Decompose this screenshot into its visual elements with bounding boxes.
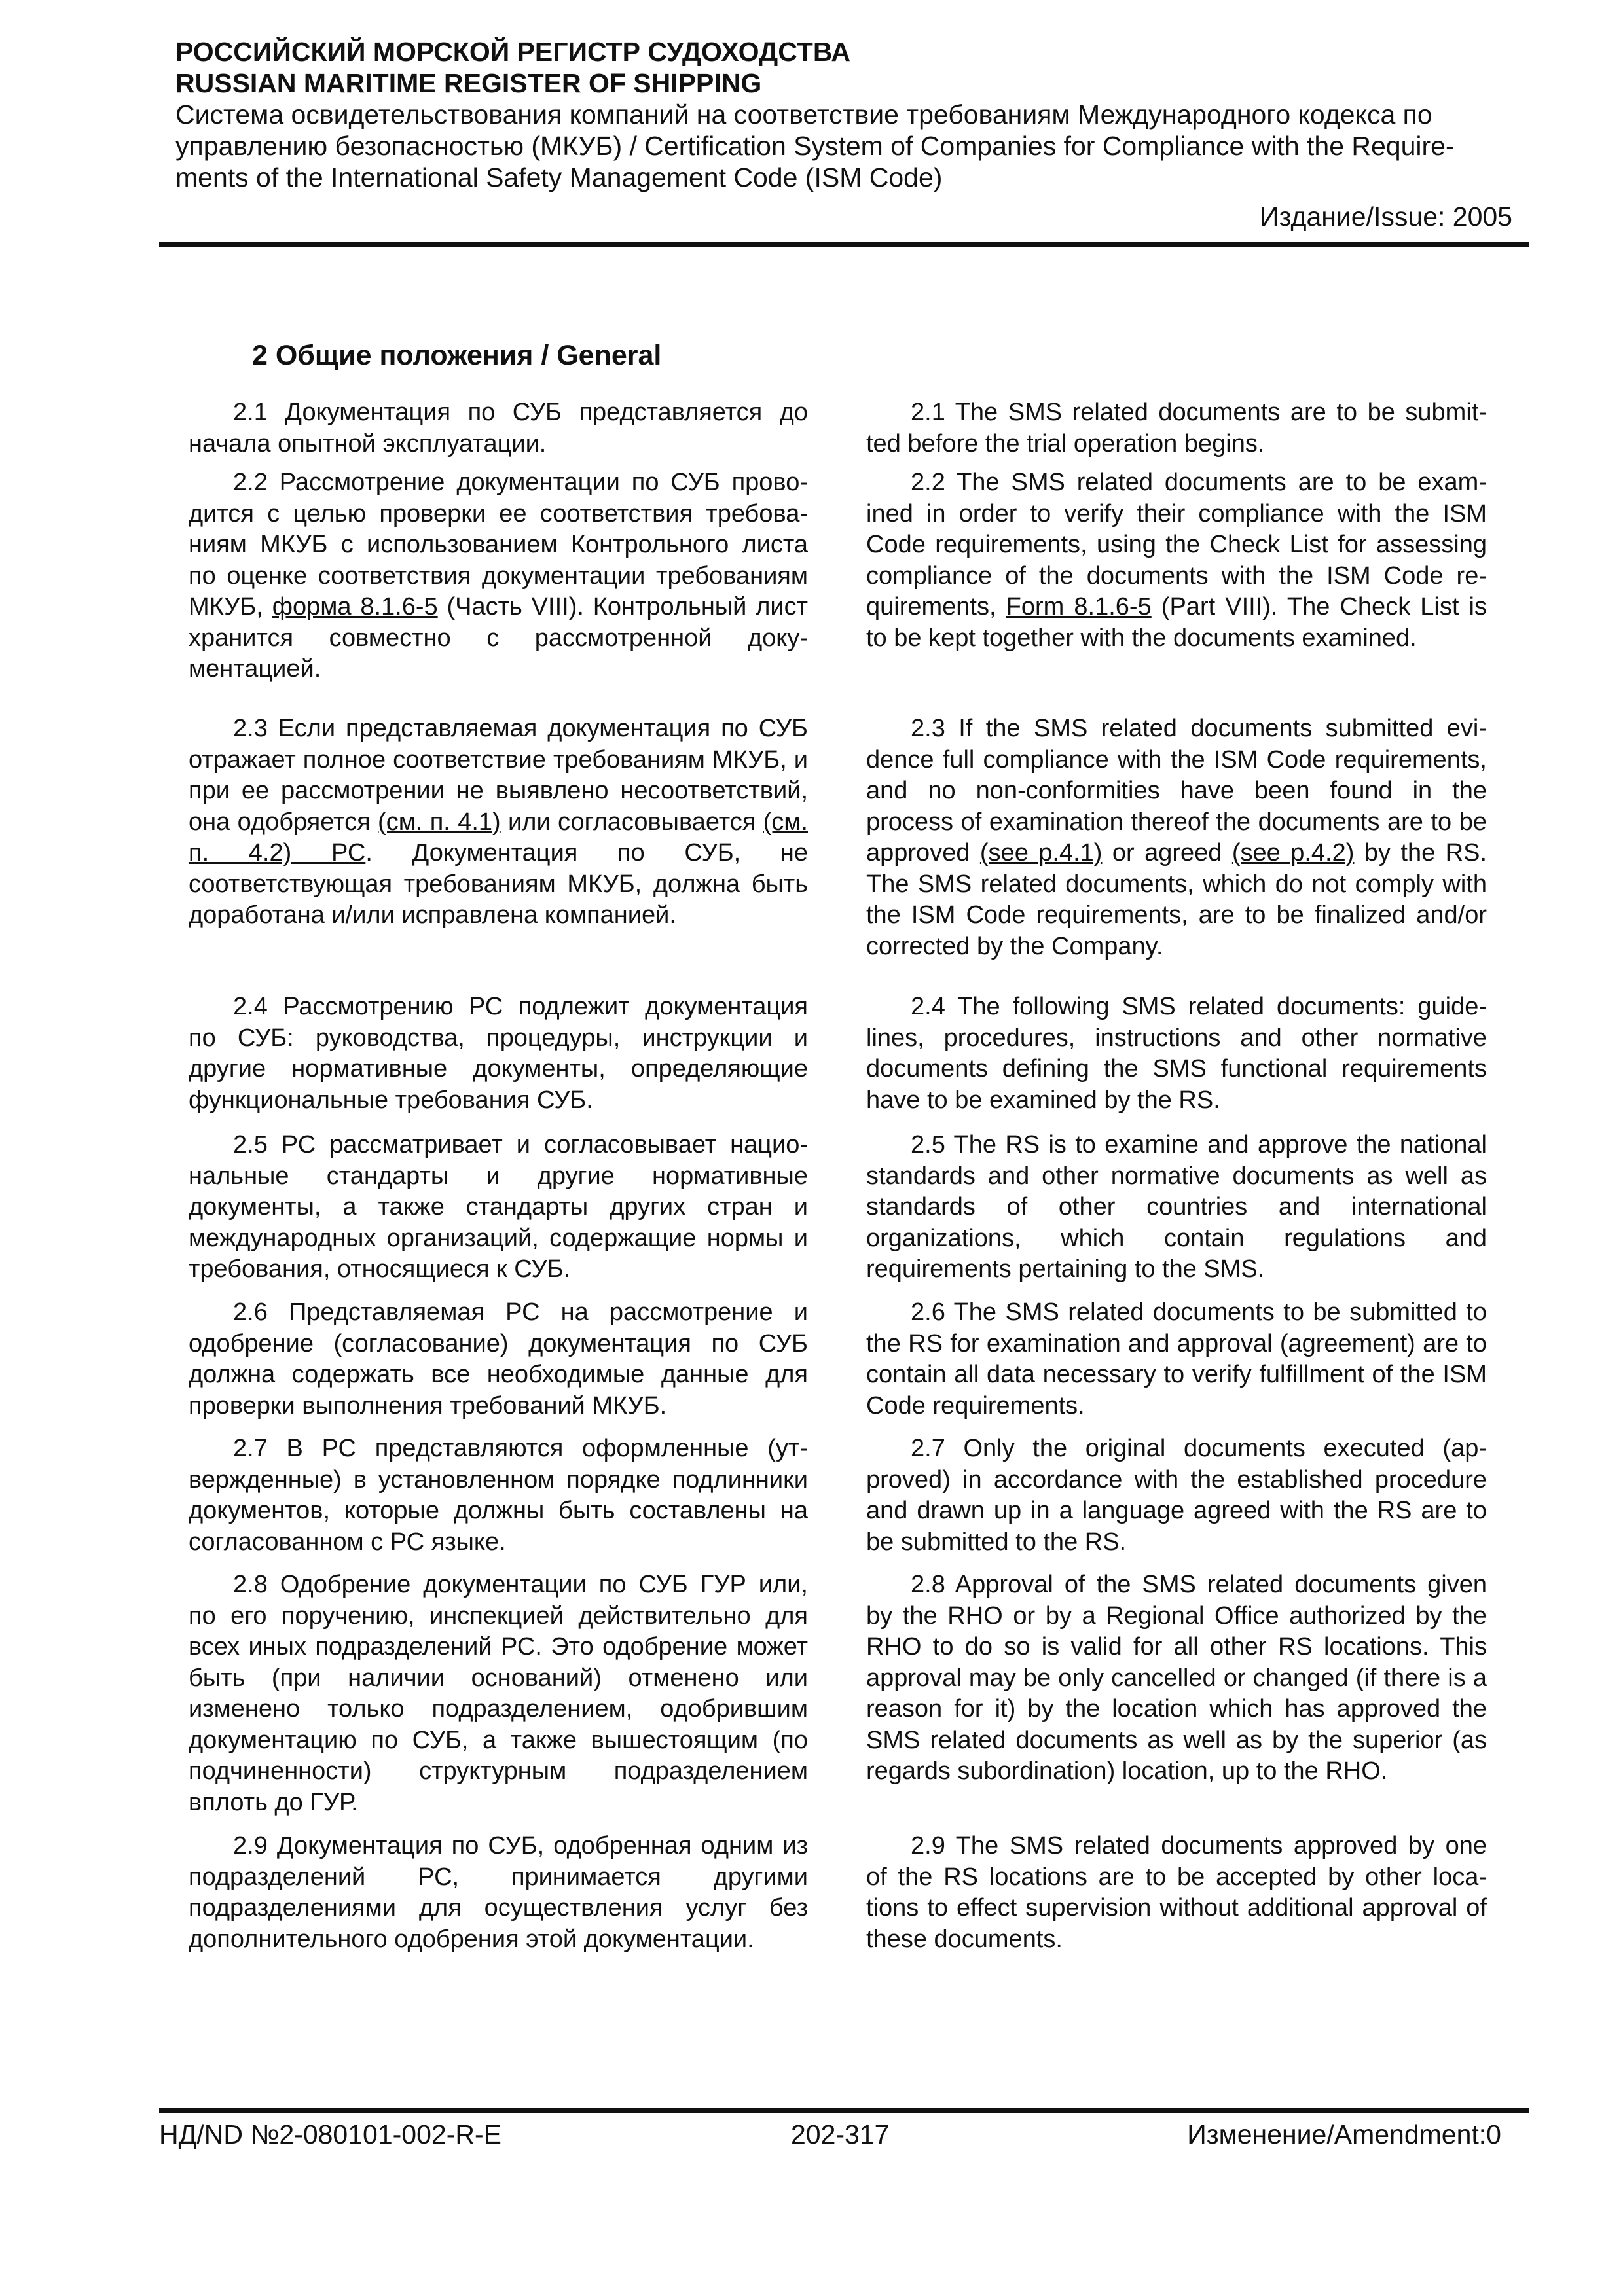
paragraph-2-5-en: 2.5 The RS is to examine and approve the national standards and other normative documents as well as standards of other countries and international organizations, which contain regulations and requirements pertaining to the SMS. (866, 1131, 1487, 1283)
system-description-line: ments of the International Safety Management Code (ISM Code) (175, 162, 943, 192)
paragraph-2-6-en: 2.6 The SMS related documents to be submitted to the RS for examination and approval (agreement) are to contain all data necessary to verify fulfillment of the ISM Code requirements. (866, 1299, 1487, 1420)
paragraph-2-8-ru: 2.8 Одобрение документации по СУБ ГУР или, по его поручению, инспекцией действительно для всех иных подразделений РС. Это одобрение может быть (при наличии оснований) отменено или изменено только подразделением, одобрившим документацию по СУБ, а также вышестоящим (по подчиненности) структурным подразделением вплоть до ГУР. (189, 1571, 808, 1816)
section-4-1-link[interactable]: (см. п. 4.1) (378, 808, 501, 836)
organization-name-ru: РОССИЙСКИЙ МОРСКОЙ РЕГИСТР СУДОХОДСТВА (175, 37, 851, 67)
paragraph-2-1-ru: 2.1 Документация по СУБ представляется до начала опытной эксплуатации. (189, 399, 808, 457)
section-4-2-link[interactable]: (see p.4.2) (1231, 839, 1355, 867)
paragraph-2-8-en: 2.8 Approval of the SMS related documents given by the RHO or by a Regional Office authorized by the RHO to do so is valid for all other RS locations. This approval may be only cancelled or changed (if there is a reason for it) by the location which has approved the SMS related documents as well as by the superior (as regards subordination) location, up to the RHO. (866, 1571, 1487, 1785)
issue-label: Издание/Issue: 2005 (1260, 202, 1512, 232)
system-description-line: управлению безопасностью (МКУБ) / Certification System of Companies for Compliance with the Require- (175, 131, 1455, 161)
form-link[interactable]: Form 8.1.6-5 (1006, 593, 1152, 620)
section-4-1-link[interactable]: (see p.4.1) (979, 839, 1103, 867)
organization-name-en: RUSSIAN MARITIME REGISTER OF SHIPPING (175, 68, 762, 98)
paragraph-2-3-ru: 2.3 Если представляемая документация по СУБ отражает полное соответствие требованиям МКУБ, и при ее рассмотрении не выявлено несоответствий, она одобряется (см. п. 4.1) или согласовывается (см. п. 4.2) РС. Документация по СУБ, не соответствующая требованиям МКУБ, должна быть доработана и/или исправлена компанией. (189, 715, 809, 929)
document-number: НД/ND №2-080101-002-R-E (159, 2119, 501, 2149)
paragraph-2-9-ru: 2.9 Документация по СУБ, одобренная одним из подразделений РС, принимается другими подразделениями для осуществления услуг без дополнительного одобрения этой документации. (189, 1832, 808, 1953)
paragraph-2-9-en: 2.9 The SMS related documents approved by one of the RS locations are to be accepted by other locations to effect supervision without additional approval of these documents. (866, 1832, 1487, 1953)
section-title: 2 Общие положения / General (252, 340, 662, 371)
system-description-line: Система освидетельствования компаний на соответствие требованиям Международного кодекса по (175, 99, 1432, 130)
page-number: 202-317 (791, 2119, 890, 2149)
paragraph-2-6-ru: 2.6 Представляемая РС на рассмотрение и одобрение (согласование) документация по СУБ должна содержать все необходимые данные для проверки выполнения требований МКУБ. (189, 1299, 808, 1420)
amendment-label: Изменение/Amendment:0 (1187, 2119, 1501, 2149)
paragraph-2-5-ru: 2.5 РС рассматривает и согласовывает национальные стандарты и другие нормативные документы, а также стандарты других стран и международных организаций, содержащие нормы и требования, относящиеся к СУБ. (189, 1131, 808, 1283)
paragraph-2-2-en: 2.2 The SMS related documents are to be examined in order to verify their compliance with the ISM Code requirements, using the Check List for assessing compliance of the documents with the ISM Code requirements, Form 8.1.6-5 (Part VIII). The Check List is to be kept together with the documents examined. (866, 469, 1487, 652)
paragraph-2-4-ru: 2.4 Рассмотрению РС подлежит документация по СУБ: руководства, процедуры, инструкции и другие нормативные документы, определяющие функциональные требования СУБ. (189, 993, 808, 1114)
page-footer (159, 2119, 1501, 2151)
paragraph-2-1-en: 2.1 The SMS related documents are to be submitted before the trial operation begins. (866, 399, 1487, 457)
section-4-2-link[interactable]: (см. п. 4.2) РС (189, 808, 808, 867)
form-link[interactable]: форма 8.1.6-5 (272, 593, 438, 620)
paragraph-2-7-en: 2.7 Only the original documents executed (approved) in accordance with the established procedure and drawn up in a language agreed with the RS are to be submitted to the RS. (866, 1435, 1487, 1556)
page-header (175, 36, 1518, 232)
paragraph-2-2-ru: 2.2 Рассмотрение документации по СУБ проводится с целью проверки ее соответствия требованиям МКУБ с использованием Контрольного листа по оценке соответствия документации требованиям МКУБ, форма 8.1.6-5 (Часть VIII). Контрольный лист хранится совместно с рассмотренной документацией. (189, 469, 808, 683)
paragraph-2-7-ru: 2.7 В РС представляются оформленные (утвержденные) в установленном порядке подлинники документов, которые должны быть составлены на согласованном с РС языке. (189, 1435, 808, 1556)
header-divider (159, 242, 1529, 247)
footer-divider (159, 2108, 1529, 2113)
paragraph-2-4-en: 2.4 The following SMS related documents: guidelines, procedures, instructions and other normative documents defining the SMS functional requirements have to be examined by the RS. (866, 993, 1487, 1114)
paragraph-2-3-en: 2.3 If the SMS related documents submitted evidence full compliance with the ISM Code requirements, and no non-conformities have been found in the process of examination thereof the documents are to be approved (see p.4.1) or agreed (see p.4.2) by the RS. The SMS related documents, which do not comply with the ISM Code requirements, are to be finalized and/or corrected by the Company. (866, 715, 1487, 960)
